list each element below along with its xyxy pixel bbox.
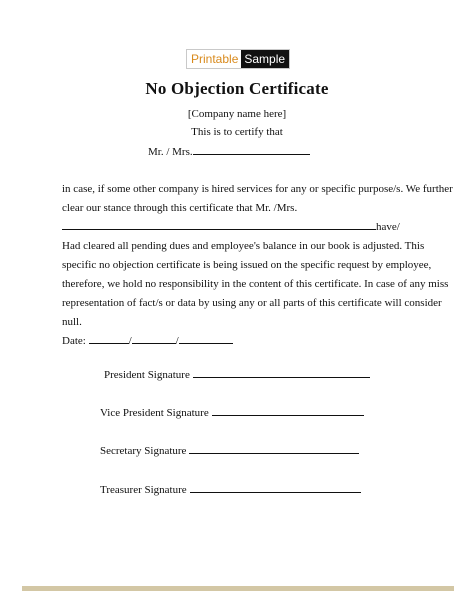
secretary-signature-blank	[189, 443, 359, 454]
date-label: Date:	[62, 335, 86, 347]
employee-name-blank	[62, 219, 376, 230]
treasurer-signature-blank	[190, 482, 361, 493]
president-signature-blank	[193, 367, 370, 378]
body-line-5: specific no objection certificate is being issued on the specific request by employee,	[62, 259, 432, 271]
president-signature-label: President Signature	[104, 369, 190, 381]
body-line-1: in case, if some other company is hired services for any or specific purpose/s. We further	[62, 183, 453, 195]
body-line-3-suffix: have/	[376, 221, 400, 233]
president-signature-line	[104, 367, 370, 381]
treasurer-signature-label: Treasurer Signature	[100, 484, 187, 496]
treasurer-signature-line	[100, 482, 361, 496]
printable-sample-logo	[186, 49, 290, 69]
date-month-blank	[132, 333, 176, 344]
date-line	[62, 332, 422, 351]
body-line-3	[62, 218, 422, 237]
date-separator-2: /	[175, 335, 179, 347]
vice-president-signature-line	[100, 405, 364, 419]
name-blank	[193, 145, 310, 155]
vice-president-signature-label: Vice President Signature	[100, 407, 209, 419]
logo-text-printable: Printable	[187, 50, 241, 68]
date-year-blank	[179, 333, 233, 344]
logo-text-sample: Sample	[241, 50, 289, 68]
mr-mrs-line	[148, 145, 310, 158]
body-line-8: null.	[62, 316, 82, 328]
body-line-4: Had cleared all pending dues and employee's balance in our book is adjusted. This	[62, 240, 425, 252]
body-line-7: representation of fact/s or data by using any or all parts of this certificate will consider	[62, 297, 442, 309]
document-title: No Objection Certificate	[145, 79, 329, 98]
date-day-blank	[89, 333, 129, 344]
intro-text: This is to certify that	[191, 126, 283, 138]
body-line-2: clear our stance through this certificate that Mr. /Mrs.	[62, 202, 298, 214]
secretary-signature-label: Secretary Signature	[100, 445, 187, 457]
footer-bar	[22, 586, 454, 591]
mr-mrs-label: Mr. / Mrs.	[148, 146, 193, 158]
date-separator-1: /	[128, 335, 132, 347]
certificate-body	[62, 180, 453, 351]
vice-president-signature-blank	[212, 405, 364, 416]
secretary-signature-line	[100, 443, 359, 457]
company-name-placeholder: [Company name here]	[187, 108, 287, 120]
body-line-6: therefore, we hold no responsibility in the content of this certificate. In case of any miss	[62, 278, 449, 290]
